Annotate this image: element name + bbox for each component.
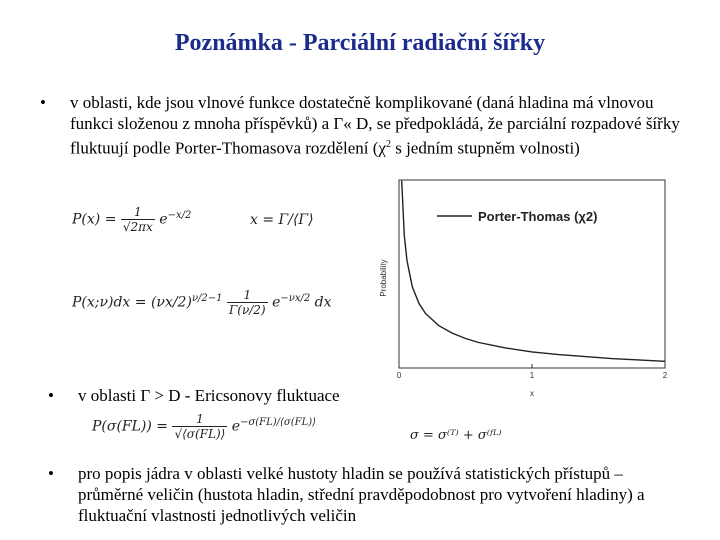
bullet-ericson	[48, 385, 398, 406]
f3-exp-sup: −σ(FL)/⟨σ(FL)⟩	[240, 416, 317, 428]
formula-sigma-fl	[92, 412, 316, 441]
y-axis-label: Probability	[379, 259, 388, 297]
bullet-3-text: pro popis jádra v oblasti velké hustoty hladin se používá statistických přístupů – průměrné veličin (hustota hladin, střední pravděpodobnost pro vytvoření hladiny) a fluktuační vlastnosti jednotlivých veličin	[78, 464, 645, 525]
f2-exp: e	[272, 294, 281, 311]
bullet-dot: •	[48, 464, 54, 483]
f1-den: √2πx	[122, 220, 153, 234]
f3-den: √⟨σ(FL)⟩	[174, 427, 226, 441]
f2-num: 1	[227, 288, 268, 303]
formula-sigma-def: σ = σ⁽ᵀ⁾ + σ⁽ᶠᴸ⁾	[410, 428, 502, 443]
f3-exp: e	[231, 418, 241, 435]
f1-lhs: P(x) =	[72, 211, 117, 228]
bullet-2-text: v oblasti Γ > D - Ericsonovy fluktuace	[78, 386, 340, 405]
bullet-statistical	[48, 463, 678, 526]
bullet-dot: •	[40, 93, 46, 112]
chart-series-line	[402, 181, 665, 362]
f1-fraction	[121, 205, 155, 234]
f2-den: Γ(ν/2)	[228, 303, 266, 317]
f2-tail: dx	[314, 294, 332, 311]
f2-fraction	[227, 288, 268, 317]
x-tick-label: 1	[529, 371, 535, 380]
x-axis-label: x	[530, 389, 534, 398]
f3-num: 1	[172, 412, 227, 427]
f3-fraction	[172, 412, 227, 441]
f3-lhs: P(σ(FL)) =	[92, 418, 169, 435]
bullet-1-tail: s jedním stupněm volnosti)	[390, 138, 580, 158]
x-ticks	[397, 364, 668, 380]
f1-exp-sup: −x/2	[167, 209, 192, 221]
f2-exp-sup: −νx/2	[280, 292, 311, 304]
f2-part-sup: ν/2−1	[191, 292, 223, 304]
bullet-1-text: v oblasti, kde jsou vlnové funkce dostatečně komplikované (daná hladina má vlnovou funkci složenou z mnoha příspěvků) a Γ« D, se předpokládá, že parciální rozpadové šířky fluktuují podle Porter-Thomasova rozdělení (χ	[70, 93, 680, 158]
formula-px	[72, 205, 191, 234]
bullet-porter-thomas	[40, 92, 690, 159]
bullet-1-sup: 2	[385, 139, 391, 150]
formula-x-def: x = Γ/⟨Γ⟩	[250, 212, 314, 228]
bullet-dot: •	[48, 386, 54, 405]
f2-part: (νx/2)	[150, 294, 192, 311]
formula-pxnu	[72, 288, 332, 317]
porter-thomas-chart	[360, 178, 680, 400]
f1-exp: e	[159, 211, 168, 228]
slide-title: Poznámka - Parciální radiační šířky	[174, 30, 546, 56]
f1-num: 1	[121, 205, 155, 220]
x-tick-label: 2	[662, 371, 668, 380]
f2-lhs: P(x;ν)dx =	[72, 294, 147, 311]
x-tick-label: 0	[396, 371, 402, 380]
legend-label: Porter-Thomas (χ2)	[478, 209, 598, 224]
